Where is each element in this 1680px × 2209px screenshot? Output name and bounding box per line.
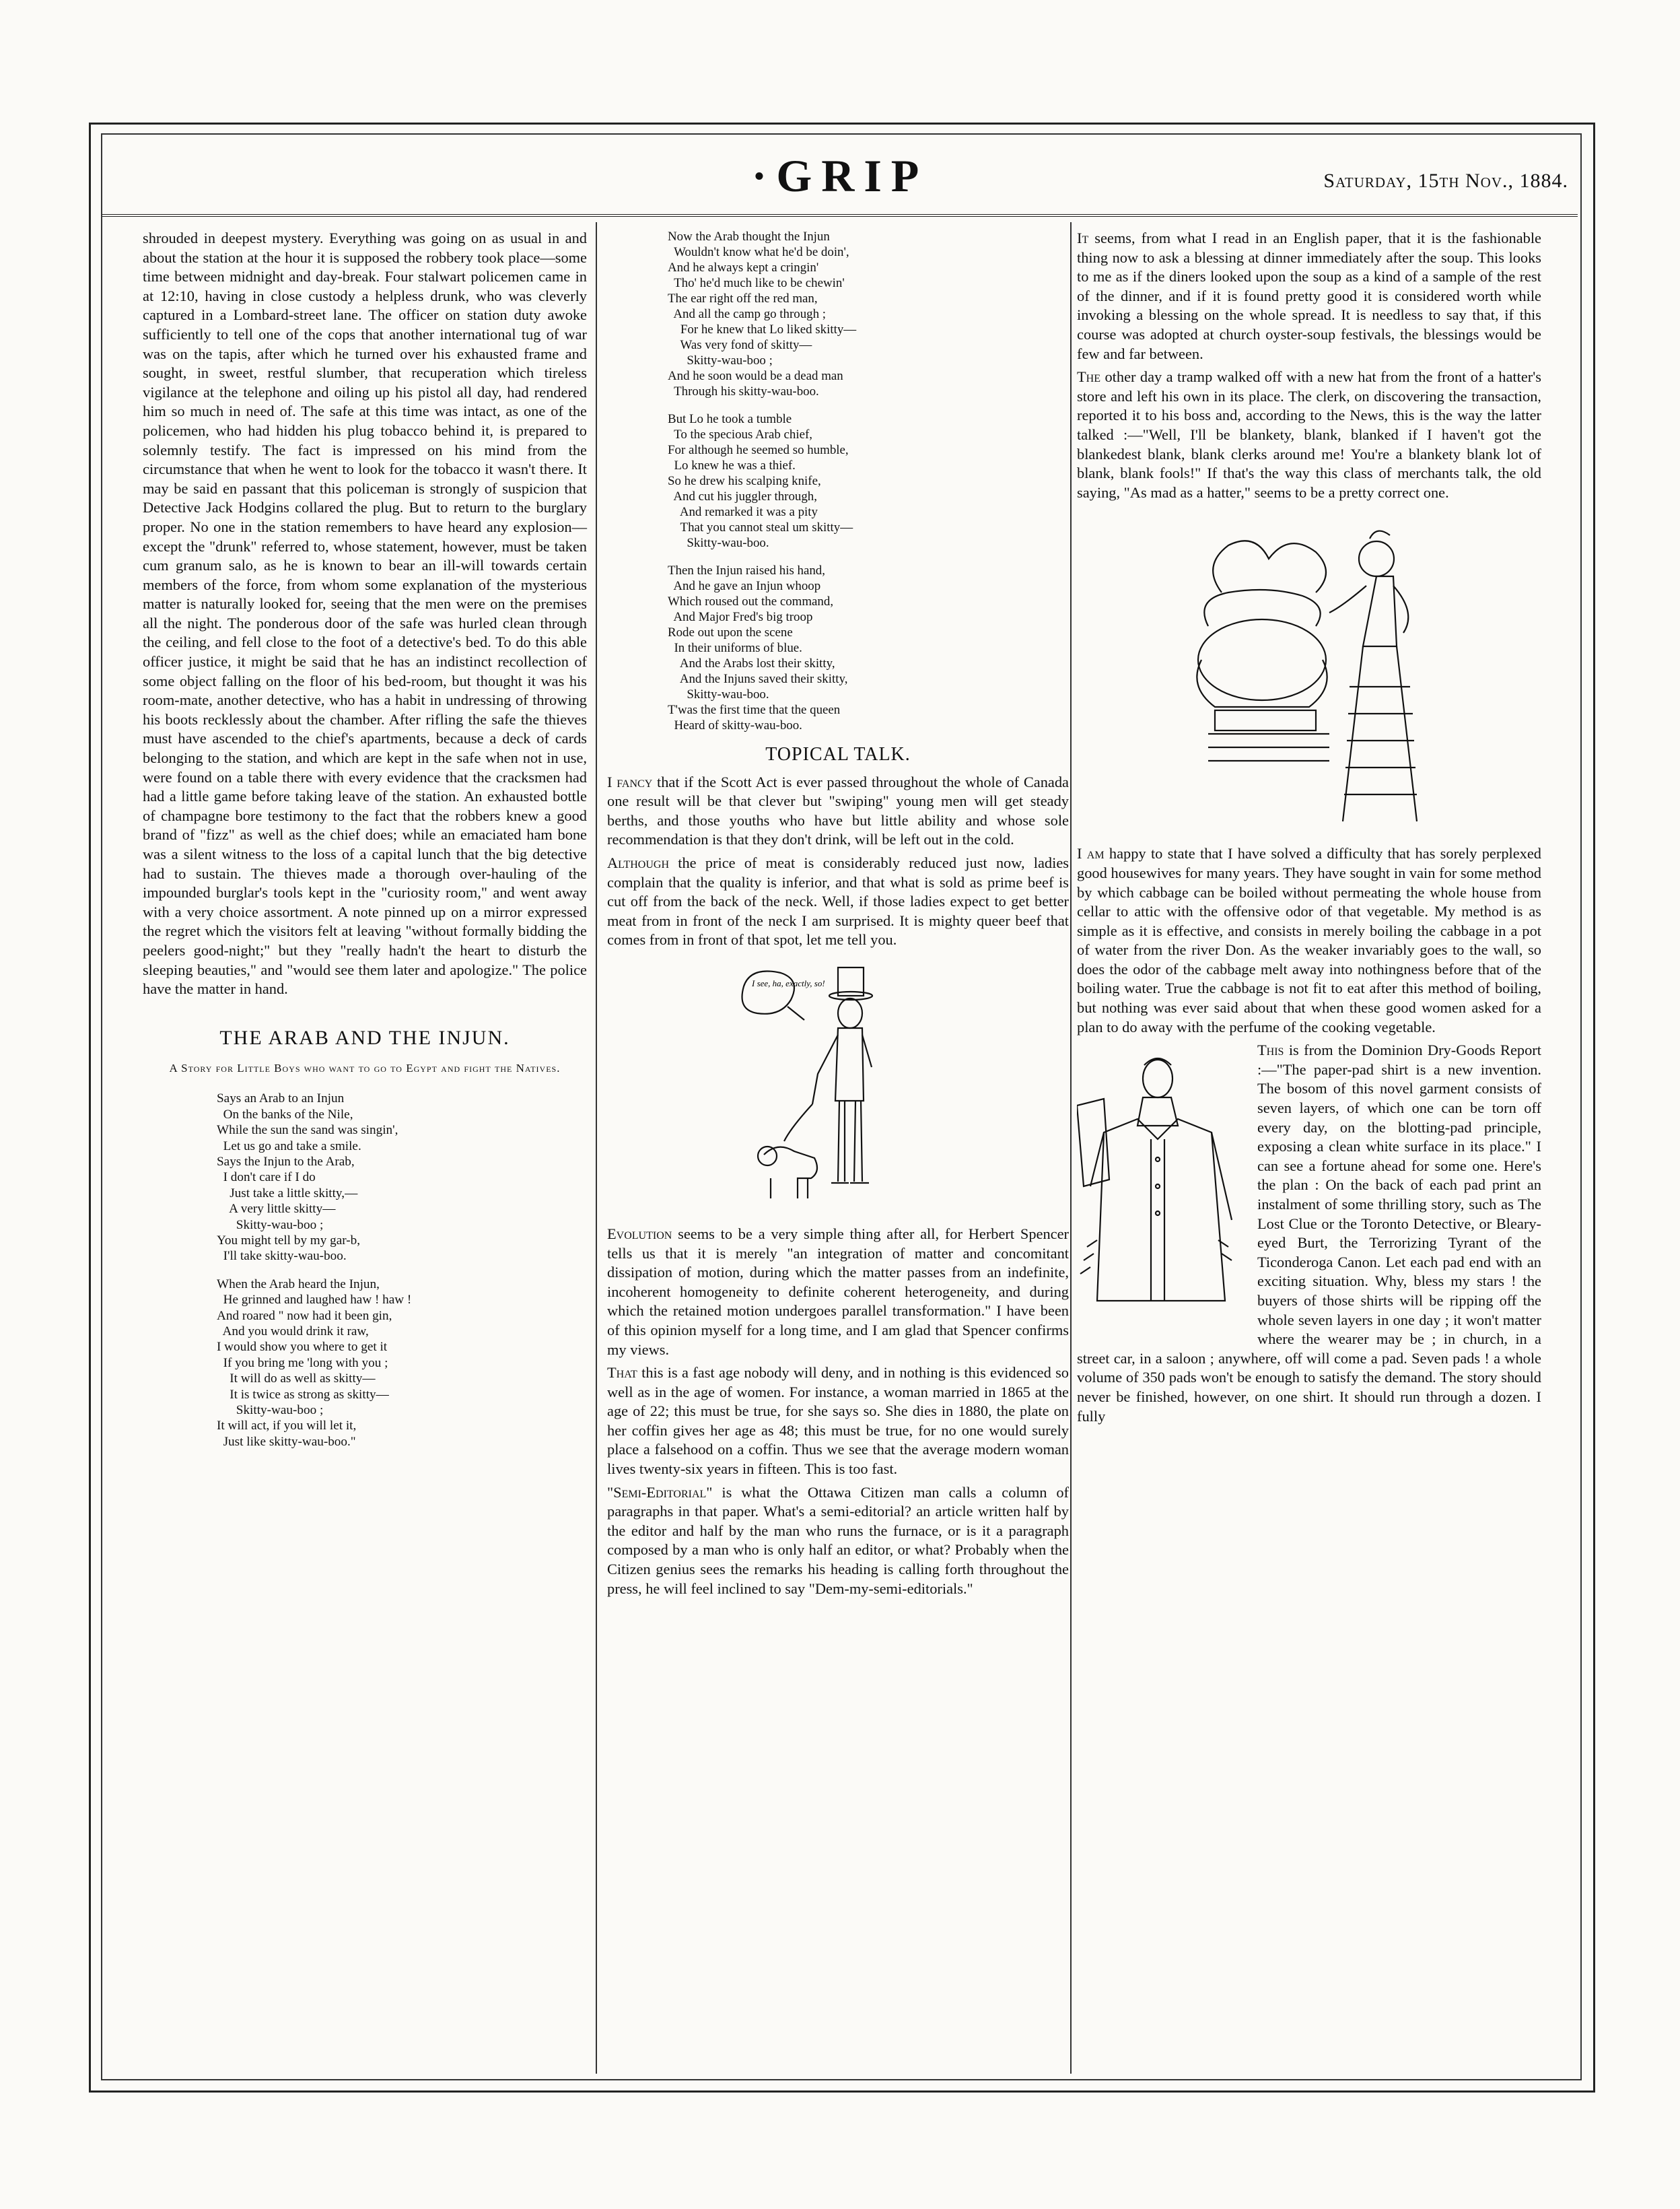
para-tramp-lead: The xyxy=(1077,368,1101,386)
para-evolution-lead: Evolution xyxy=(607,1225,672,1242)
para-although-text: the price of meat is considerably reduced just now, ladies complain that the quality is inferior, and that what is sold as prime beef is cut off from the back of the neck. Well, if those ladies expect to get better meat from in front of the neck I am surprised. It is mighty queer beef that comes from in front of that spot, let me tell you. xyxy=(607,854,1069,949)
cartoon-woman-boiling-pot xyxy=(1181,512,1437,835)
para-fast-age xyxy=(607,1363,1069,1479)
para-blessing-text: seems, from what I read in an English paper, that it is the fashionable thing now to ask a blessing at dinner immediately after the soup. This looks to me as if the diners looked upon the soup as a kind of a sample of the rest of the dinner, and if it is found pretty good it is considered worth while invoking a blessing on the whole spread. It is needless to say that, if this course was adopted at church oyster-soup festivals, the blessings would be few and far between. xyxy=(1077,230,1541,362)
para-evolution xyxy=(607,1225,1069,1359)
poem-stanza-4: But Lo he took a tumble To the specious Arab chief, For although he seemed so humble, Lo knew he was a thief. So he drew his scalping knife, And cut his juggler through, And remarked it was a pity That you cannot steal um skitty— Skitty-wau-boo. xyxy=(668,412,853,550)
para-cabbage-lead: I am xyxy=(1077,845,1105,862)
para-fancy-text: that if the Scott Act is ever passed throughout the whole of Canada one result will be that clever but "swiping" young men will get steady berths, and those youths who have but little ability and whose sole recommendation is that they don't drink, will be left out in the cold. xyxy=(607,773,1069,848)
para-fancy xyxy=(607,773,1069,850)
para-tramp xyxy=(1077,368,1541,502)
page-header xyxy=(102,149,1578,214)
topical-talk-title: TOPICAL TALK. xyxy=(765,744,911,765)
header-rule xyxy=(102,214,1578,217)
poem-subtitle: A Story for Little Boys who want to go to Egypt and fight the Natives. xyxy=(169,1062,561,1075)
para-fancy-lead: I fancy xyxy=(607,773,653,790)
para-semi-editorial-text: is what the Ottawa Citizen man calls a column of paragraphs in that paper. What's a semi-editorial? an article written half by the editor and half by the man who runs the furnace, or is it a paragraph composed by a man who is only half an editor, or what? Probably when the Citizen genius sees the remarks his heading is calling forth throughout the press, he will feel inclined to say "Dem-my-semi-editorials." xyxy=(607,1483,1069,1597)
para-fast-age-lead: That xyxy=(607,1364,637,1382)
poem-stanza-3: Now the Arab thought the Injun Wouldn't know what he'd be doin', And he always kept a cringin' Tho' he'd much like to be chewin' The ear right off the red man, And all the camp go through ; For he knew that Lo liked skitty— Was very fond of skitty— Skitty-wau-boo ; And he soon would be a dead man Through his skitty-wau-boo. xyxy=(668,230,857,399)
para-although-lead: Although xyxy=(607,854,670,871)
cartoon-speech: I see, ha, exactly, so! xyxy=(752,978,825,988)
para-cabbage-text: happy to state that I have solved a difficulty that has sorely perplexed good housewives for many years. They have sought in vain for some method by which cabbage can be boiled without permeating the whole house from cellar to attic with the offensive odor of that vegetable. My method is as simple as it is effective, and consists in merely boiling the cabbage in a pot of water from the river Don. As the weaker invariably goes to the wall, so does the odor of the cabbage melt away into nothingness before that of the boiling water. True the cabbage is not fit to eat after this method of boiling, but nothing was ever said about that when these good women asked for a plan to do away with the perfume of the cooking vegetable. xyxy=(1077,845,1541,1035)
article-burglary: shrouded in deepest mystery. Everything was going on as usual in and about the station at the hour it is supposed the robbery took place—some time between midnight and day-break. Four stalwart policemen came in at 12:10, having in close custody a helpless drunk, who was cleverly captured in a Lombard-street lane. The officer on station duty awoke sufficiently to tell one of the cops that another international tug of war was on the tapis, after which he turned over his exhausted frame and sought, in sweet, restful slumber, that recuperation which tireless vigilance at the telephone and oiling up his pistol all day, had rendered him so much in need of. The safe at this time was intact, as one of the policemen, who had hidden his plug tobacco behind it, is prepared to solemnly testify. The fact is impressed on his mind from the circumstance that when he went to look for the tobacco it wasn't there. It may be said en passant that this policeman is strongly of suspicion that Detective Jack Hodgins collared the plug. But to return to the burglary proper. No one in the station remembers to have heard any explosion—except the "drunk" referred to, whose statement, however, must be taken cum granum salo, as he is known to bear an ill-will towards certain members of the force, from whom some explanation of the mysterious matter is naturally looked for, seeing that the men were on the premises all the night. The ponderous door of the safe was hurled clean through the ceiling, and fell close to the foot of a detective's bed. To do this able officer justice, it might be said that he has an indistinct recollection of some object falling on the floor of his bed-room, but thought it was his room-mate, another detective, who has a habit in undressing of throwing his boots recklessly about the chamber. After rifling the safe the thieves must have ascended to the chief's apartments, because a deck of cards belonging to the station, and which are kept in the safe when not in use, were found on a table there with every evidence that the cracksmen had had a little game before taking leave of the station. An exhausted bottle of champagne bore testimony to the fact that the robbers knew a good brand of "fizz" as well as the chief does; while an emaciated ham bone was a silent witness to the loss of a capital lunch that the big detective had to sustain. The thieves made a thorough over-hauling of the impounded burglar's tools kept in the "curiosity room," and went away with a very choice assortment. A note pinned up on a mirror expressed the regret which the visitors felt at leaving "without formally bidding the peelers good-night;" but they "really hadn't the heart to disturb the sleeping beauties," and "would see them later and apologize." The police have the matter in hand. xyxy=(143,230,587,998)
para-semi-editorial-lead: "Semi-Editorial" xyxy=(607,1483,713,1501)
para-evolution-text: seems to be a very simple thing after all, for Herbert Spencer tells us that it is merely "an integration of matter and concomitant dissipation of motion, during which the matter passes from an indefinite, incoherent homogeneity to definite coherent heterogeneity, and during which the retained motion undergoes parallel transformation." I have been of this opinion myself for a long time, and I am glad that Spencer confirms my views. xyxy=(607,1225,1069,1358)
dateline: Saturday, 15th Nov., 1884. xyxy=(1323,170,1568,192)
poem-stanza-5: Then the Injun raised his hand, And he gave an Injun whoop Which roused out the command, And Major Fred's big troop Rode out upon the scene In their uniforms of blue. And the Arabs lost their skitty, And the Injuns saved their skitty, Skitty-wau-boo. T'was the first time that the queen Heard of skitty-wau-boo. xyxy=(668,564,848,733)
column-3 xyxy=(1077,229,1541,1430)
para-paper-shirt-lead: This xyxy=(1257,1042,1284,1059)
poem-stanza-1: Says an Arab to an Injun On the banks of the Nile, While the sun the sand was singin', Let us go and take a smile. Says the Injun to the Arab, I don't care if I do Just take a little skitty,— A very little skitty— Skitty-wau-boo ; You might tell by my gar-b, I'll take skitty-wau-boo. xyxy=(217,1091,398,1264)
para-although xyxy=(607,854,1069,950)
cartoon-paper-pad-shirt xyxy=(1077,1045,1245,1328)
column-1 xyxy=(143,229,587,1462)
para-semi-editorial xyxy=(607,1483,1069,1599)
poem-stanza-2: When the Arab heard the Injun, He grinned and laughed haw ! haw ! And roared " now had it been gin, And you would drink it raw, I would show you where to get it If you bring me 'long with you ; It will do as well as skitty— It is twice as strong as skitty— Skitty-wau-boo ; It will act, if you will let it, Just like skitty-wau-boo." xyxy=(217,1277,412,1449)
poem-title: THE ARAB AND THE INJUN. xyxy=(219,1026,510,1049)
para-paper-shirt-text: is from the Dominion Dry-Goods Report :—"The paper-pad shirt is a new invention. The bosom of this novel garment consists of seven layers, of which one can be torn off every day, on the blotting-pad principle, exposing a clean white surface in its place." I can see a fortune ahead for some one. Here's the plan : On the back of each pad print an instalment of some thrilling story, such as The Lost Clue or the Toronto Detective, or Bleary-eyed Burt, the Terrorizing Tyrant of the Ticonderoga Canon. Let each pad end with an exciting situation. Why, bless my stars ! the buyers of those shirts will be ripping off the whole seven layers in one day ; it won't matter where the wearer may be ; in church, in a street car, in a saloon ; anywhere, off will come a pad. Seven pads ! a whole volume of 350 pads won't be enough to satisfy the demand. The story should never be finished, however, on one shirt. It should run through a dozen. I fully xyxy=(1077,1042,1541,1425)
para-cabbage xyxy=(1077,844,1541,1037)
para-blessing xyxy=(1077,229,1541,364)
para-tramp-text: other day a tramp walked off with a new hat from the front of a hatter's store and left his own in its place. The clerk, on discovering the transaction, reported it to his boss and, according to the News, this is the way the latter talked :—"Well, I'll be blankety, blank, blanked if I haven't got the blankedest blank, blank clerks around me! You're a blankety blank lot of blank, blank fools!" If that's the way this class of merchants talk, the old saying, "As mad as a hatter," seems to be a pretty correct one. xyxy=(1077,368,1541,501)
cartoon-dandy-with-dog xyxy=(737,959,939,1215)
column-divider-1 xyxy=(596,222,597,2074)
masthead: ·GRIP xyxy=(751,150,929,201)
para-fast-age-text: this is a fast age nobody will deny, and in nothing is this evidenced so well as in the age of women. For instance, a woman married in 1865 at the age of 22; this must be true, for she says so. She dies in 1880, the plate on her coffin gives her age as 48; this must be true, for no one would surely place a falsehood on a coffin. Thus we see that the average modern woman lives twenty-six years in fifteen. This is too fast. xyxy=(607,1364,1069,1478)
column-divider-2 xyxy=(1070,222,1072,2074)
para-blessing-lead: It xyxy=(1077,230,1089,246)
column-2 xyxy=(607,229,1069,1602)
